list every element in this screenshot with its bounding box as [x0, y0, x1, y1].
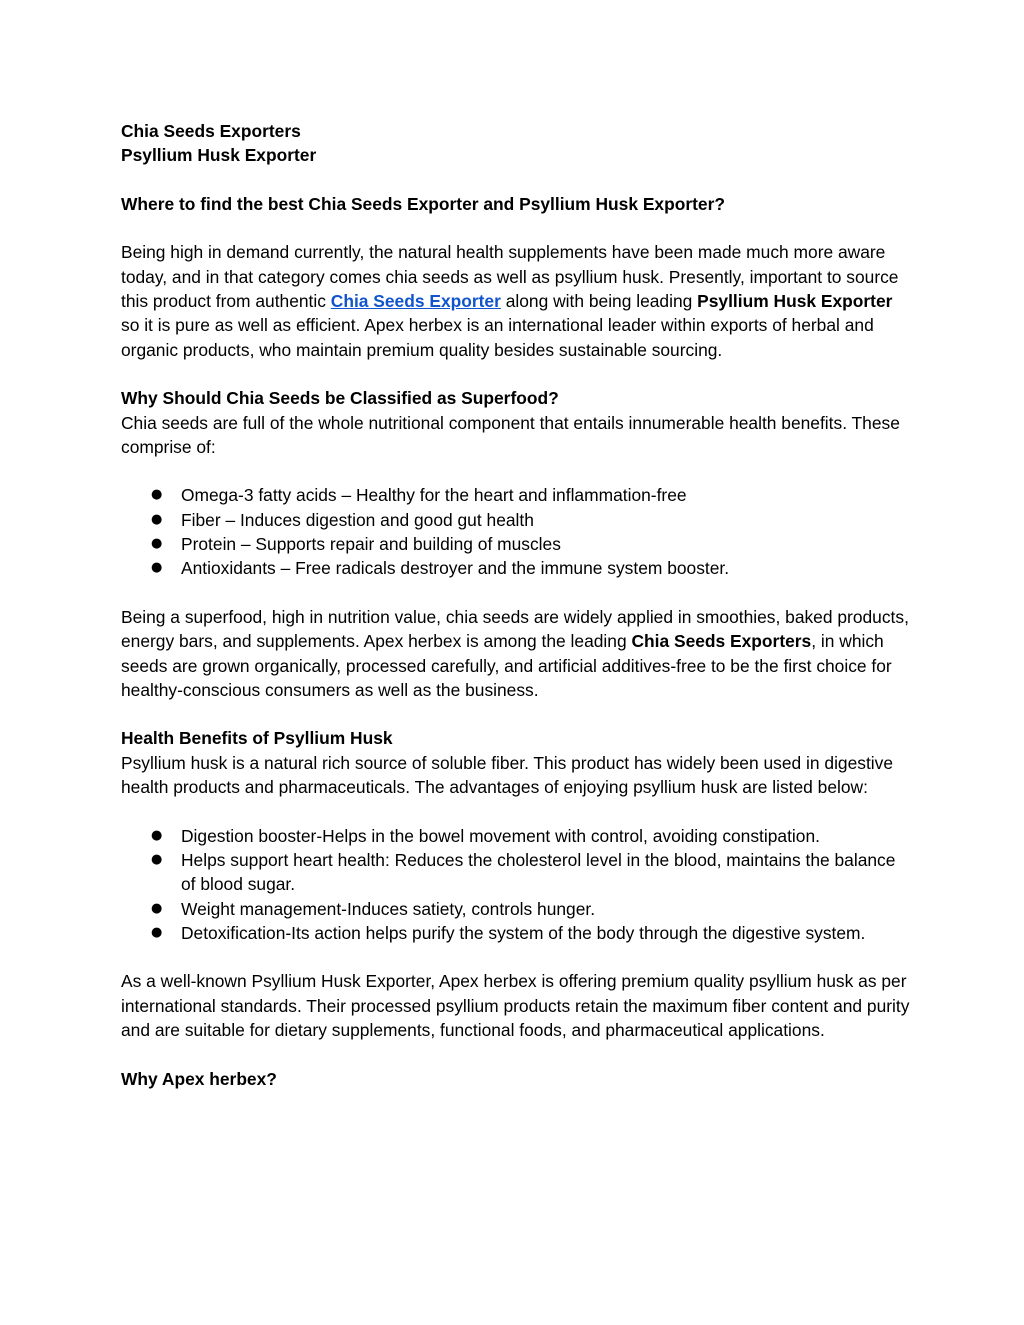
list-item-text: Fiber – Induces digestion and good gut health: [181, 509, 534, 530]
list-item-text: Protein – Supports repair and building of muscles: [181, 534, 561, 555]
spacer: [121, 799, 911, 823]
bullet-icon: ●: [151, 900, 163, 916]
list-item: [121, 921, 911, 945]
spacer: [121, 581, 911, 605]
chia-seeds-exporter-link[interactable]: Chia Seeds Exporter: [330, 291, 501, 312]
psyllium-heading: Health Benefits of Psyllium Husk: [121, 728, 393, 749]
list-item: [121, 897, 911, 921]
superfood-paragraph: [121, 605, 911, 702]
bullet-icon: ●: [151, 924, 163, 940]
spacer: [121, 362, 911, 386]
list-item-text: Weight management-Induces satiety, controls hunger.: [181, 898, 596, 919]
bullet-icon: ●: [151, 851, 163, 867]
bullet-icon: ●: [151, 536, 163, 552]
spacer: [121, 216, 911, 240]
list-item: [121, 824, 911, 848]
document-title-chia: Chia Seeds Exporters: [121, 121, 301, 141]
psyllium-paragraph: As a well-known Psyllium Husk Exporter, Apex herbex is offering premium quality psyllium husk as per international standards. Their processed psyllium products retain the maximum fiber content and purity and are suitable for dietary supplements, functional foods, and pharmaceutical applications.: [121, 971, 910, 1040]
bullet-icon: ●: [151, 487, 163, 503]
intro-text-1: Being high in demand currently, the natural health supplements have been made much more aware today, and in that category comes chia seeds as well as psyllium husk. Presently, important to source this product from authentic: [121, 242, 899, 312]
superfood-para-text-2: , in which seeds are grown organically, processed carefully, and artificial additives-free to be the first choice for healthy-conscious consumers as well as the business.: [121, 631, 892, 700]
bullet-icon: ●: [151, 511, 163, 527]
psyllium-text: Psyllium husk is a natural rich source of soluble fiber. This product has widely been used in digestive health products and pharmaceuticals. The advantages of enjoying psyllium husk are listed below:: [121, 752, 894, 798]
intro-text-3: so it is pure as well as efficient. Apex herbex is an international leader within exports of herbal and organic products, who maintain premium quality besides sustainable sourcing.: [121, 315, 874, 360]
spacer: [121, 168, 911, 192]
superfood-text: Chia seeds are full of the whole nutritional component that entails innumerable health benefits. These comprise of:: [121, 412, 900, 457]
list-item-text: Omega-3 fatty acids – Healthy for the heart and inflammation-free: [181, 485, 687, 506]
intro-text-2: along with being leading: [500, 291, 698, 312]
document-page: [121, 119, 911, 1091]
list-item: [121, 848, 911, 897]
chia-benefits-list: [121, 483, 911, 580]
list-item: [121, 532, 911, 556]
superfood-heading: Why Should Chia Seeds be Classified as Superfood?: [121, 388, 559, 409]
list-item-text: Helps support heart health: Reduces the cholesterol level in the blood, maintains the balance of blood sugar.: [181, 849, 896, 895]
psyllium-benefits-list: [121, 824, 911, 945]
main-question-heading: Where to find the best Chia Seeds Exporter and Psyllium Husk Exporter?: [121, 193, 725, 214]
chia-seeds-exporters-bold: Chia Seeds Exporters: [631, 631, 812, 652]
bullet-icon: ●: [151, 827, 163, 843]
list-item-text: Digestion booster-Helps in the bowel movement with control, avoiding constipation.: [181, 825, 820, 846]
superfood-para-text-1: Being a superfood, high in nutrition value, chia seeds are widely applied in smoothies, baked products, energy bars, and supplements. Apex herbex is among the leading: [121, 606, 909, 652]
spacer: [121, 1042, 911, 1066]
why-apex-heading: Why Apex herbex?: [121, 1068, 277, 1089]
list-item-text: Detoxification-Its action helps purify the system of the body through the digestive system.: [181, 922, 866, 943]
spacer: [121, 702, 911, 726]
spacer: [121, 459, 911, 483]
list-item: [121, 483, 911, 507]
spacer: [121, 945, 911, 969]
intro-paragraph: [121, 240, 911, 361]
bullet-icon: ●: [151, 560, 163, 576]
psyllium-husk-exporter-bold: Psyllium Husk Exporter: [697, 291, 893, 312]
list-item-text: Antioxidants – Free radicals destroyer and the immune system booster.: [181, 558, 730, 579]
list-item: [121, 556, 911, 580]
list-item: [121, 508, 911, 532]
document-title-psyllium: Psyllium Husk Exporter: [121, 145, 317, 166]
